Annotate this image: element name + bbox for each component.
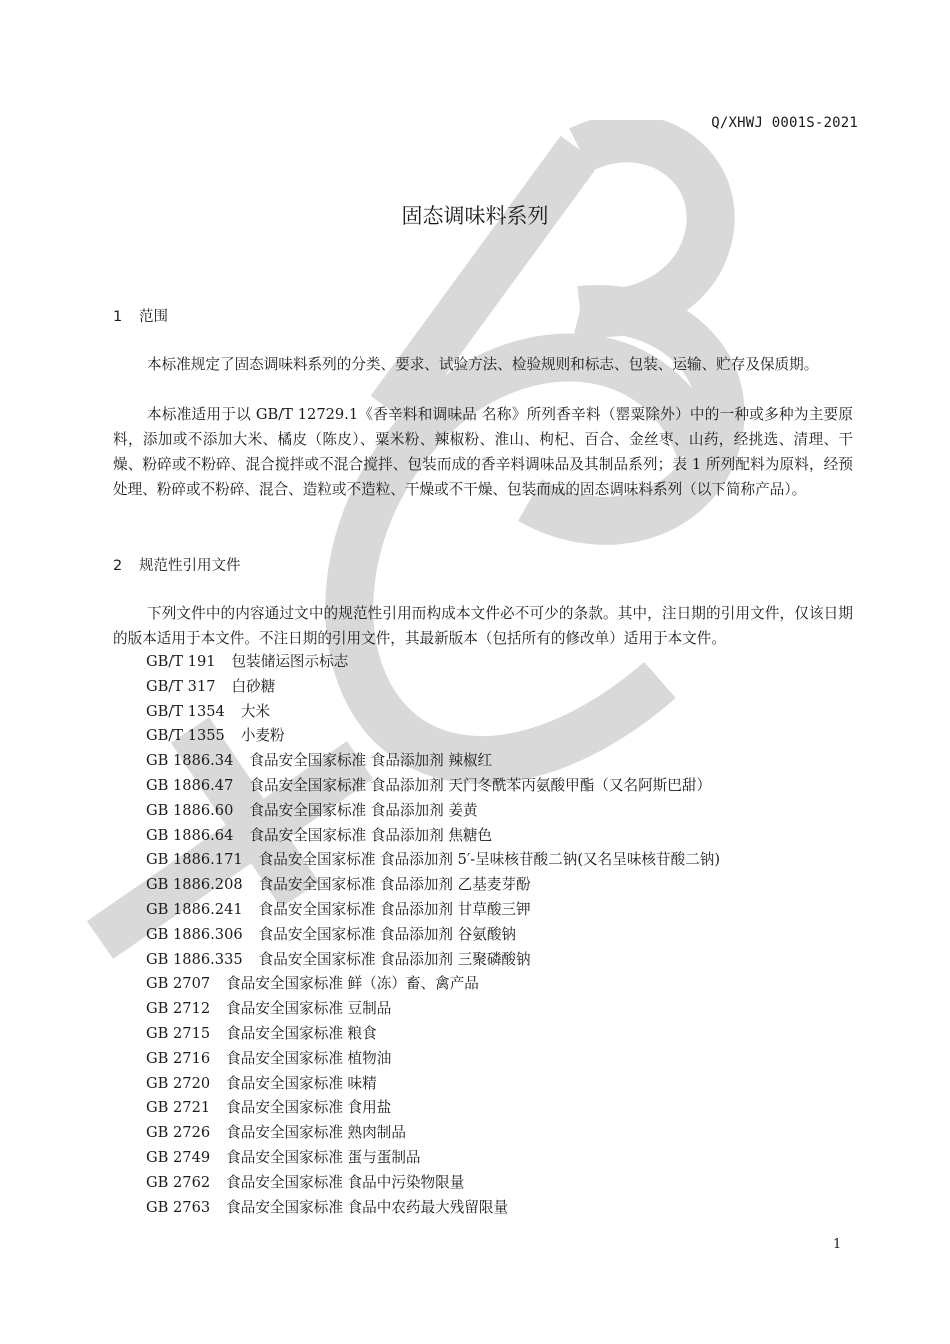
reference-code: GB/T 191 — [146, 653, 216, 670]
reference-title: 食品安全国家标准 食品添加剂 辣椒红 — [249, 752, 493, 770]
reference-code: GB 2720 — [146, 1074, 211, 1092]
scope-paragraph: 本标准适用于以 GB/T 12729.1《香辛料和调味品 名称》所列香辛料（罂粟除外）中的一种或多种为主要原料，添加或不添加大米、橘皮（陈皮）、粟米粉、辣椒粉、淮山、枸杞、百合、金丝枣、山药，经挑选、清理、干燥、粉碎或不粉碎、混合搅拌或不混合搅拌、包装而成的香辛料调味品及其制品系列；表 1 所列配料为原料，经预处理、粉碎或不粉碎、混合、造粒或不造粒、干燥或不干燥、包装而成的固态调味料系列（以下简称产品）。 — [113, 406, 853, 498]
reference-code: GB 2715 — [146, 1024, 211, 1042]
reference-item — [146, 749, 720, 774]
reference-item — [146, 997, 720, 1022]
reference-code: GB 2707 — [146, 975, 211, 993]
reference-code: GB 1886.208 — [146, 876, 243, 894]
page-number: 1 — [833, 1237, 842, 1252]
reference-item — [146, 873, 720, 898]
reference-item — [146, 724, 720, 749]
reference-code: GB 1886.47 — [146, 776, 234, 794]
reference-title: 食品安全国家标准 食品添加剂 三聚磷酸钠 — [258, 950, 531, 968]
section-heading-normative-references — [113, 554, 241, 575]
section-title: 范围 — [139, 309, 168, 325]
reference-code: GB 2721 — [146, 1099, 211, 1117]
reference-title: 小麦粉 — [240, 727, 285, 745]
reference-title: 食品安全国家标准 鲜（冻）畜、禽产品 — [226, 975, 479, 993]
reference-code: GB 1886.34 — [146, 752, 234, 770]
reference-code: GB/T 317 — [146, 677, 216, 695]
reference-code: GB/T 1354 — [146, 702, 225, 720]
reference-title: 食品安全国家标准 食品添加剂 姜黄 — [249, 801, 478, 819]
reference-title: 食品安全国家标准 食品添加剂 5′-呈味核苷酸二钠(又名呈味核苷酸二钠) — [258, 851, 721, 869]
reference-code: GB 2716 — [146, 1049, 211, 1067]
reference-item — [146, 675, 720, 700]
reference-title: 食品安全国家标准 味精 — [226, 1074, 377, 1092]
document-title: 固态调味料系列 — [401, 204, 549, 228]
reference-code: GB 1886.64 — [146, 826, 234, 844]
scope-paragraph: 本标准规定了固态调味料系列的分类、要求、试验方法、检验规则和标志、包装、运输、贮存及保质期。 — [147, 356, 819, 373]
reference-item — [146, 774, 720, 799]
section-number: 2 — [113, 558, 123, 574]
reference-item — [146, 923, 720, 948]
reference-code: GB 1886.335 — [146, 950, 243, 968]
reference-item — [146, 972, 720, 997]
reference-list — [146, 650, 720, 1220]
reference-code: GB 2763 — [146, 1198, 211, 1216]
reference-title: 食品安全国家标准 食品添加剂 乙基麦芽酚 — [258, 876, 531, 894]
reference-item — [146, 799, 720, 824]
reference-code: GB 2749 — [146, 1148, 211, 1166]
reference-title: 白砂糖 — [231, 677, 276, 695]
reference-item — [146, 1171, 720, 1196]
reference-title: 包装储运图示标志 — [231, 653, 349, 670]
reference-item — [146, 1022, 720, 1047]
reference-title: 食品安全国家标准 食品添加剂 甘草酸三钾 — [258, 900, 531, 918]
reference-item — [146, 948, 720, 973]
reference-item — [146, 824, 720, 849]
reference-title: 食品安全国家标准 熟肉制品 — [226, 1124, 406, 1142]
reference-code: GB 1886.171 — [146, 851, 243, 869]
reference-code: GB 2726 — [146, 1124, 211, 1142]
reference-item — [146, 700, 720, 725]
section-heading-scope — [113, 305, 168, 326]
reference-title: 食品安全国家标准 蛋与蛋制品 — [226, 1148, 421, 1166]
reference-item — [146, 1146, 720, 1171]
section-number: 1 — [113, 309, 123, 325]
reference-item — [146, 650, 720, 675]
reference-title: 食品安全国家标准 植物油 — [226, 1049, 392, 1067]
reference-code: GB 1886.306 — [146, 925, 243, 943]
reference-title: 食品安全国家标准 粮食 — [226, 1024, 377, 1042]
reference-title: 食品安全国家标准 豆制品 — [226, 1000, 392, 1018]
reference-code: GB 1886.60 — [146, 801, 234, 819]
reference-item — [146, 1121, 720, 1146]
reference-title: 食品安全国家标准 食品添加剂 天门冬酰苯丙氨酸甲酯（又名阿斯巴甜） — [249, 776, 712, 794]
normative-intro-paragraph: 下列文件中的内容通过文中的规范性引用而构成本文件必不可少的条款。其中，注日期的引用文件，仅该日期的版本适用于本文件。不注日期的引用文件，其最新版本（包括所有的修改单）适用于本文件。 — [113, 605, 853, 647]
reference-code: GB/T 1355 — [146, 727, 225, 745]
reference-code: GB 2712 — [146, 1000, 211, 1018]
section-title: 规范性引用文件 — [139, 558, 241, 574]
reference-title: 食品安全国家标准 食品添加剂 谷氨酸钠 — [258, 925, 517, 943]
reference-title: 食品安全国家标准 食品中污染物限量 — [226, 1173, 465, 1191]
reference-item — [146, 848, 720, 873]
reference-item — [146, 1096, 720, 1121]
reference-code: GB 1886.241 — [146, 900, 243, 918]
reference-item — [146, 898, 720, 923]
document-code: Q/XHWJ 0001S-2021 — [711, 115, 858, 131]
reference-title: 食品安全国家标准 食品添加剂 焦糖色 — [249, 826, 493, 844]
reference-title: 食品安全国家标准 食用盐 — [226, 1099, 392, 1117]
reference-code: GB 2762 — [146, 1173, 211, 1191]
reference-title: 食品安全国家标准 食品中农药最大残留限量 — [226, 1198, 509, 1216]
reference-item — [146, 1072, 720, 1097]
reference-item — [146, 1047, 720, 1072]
reference-item — [146, 1196, 720, 1221]
reference-title: 大米 — [240, 702, 271, 720]
